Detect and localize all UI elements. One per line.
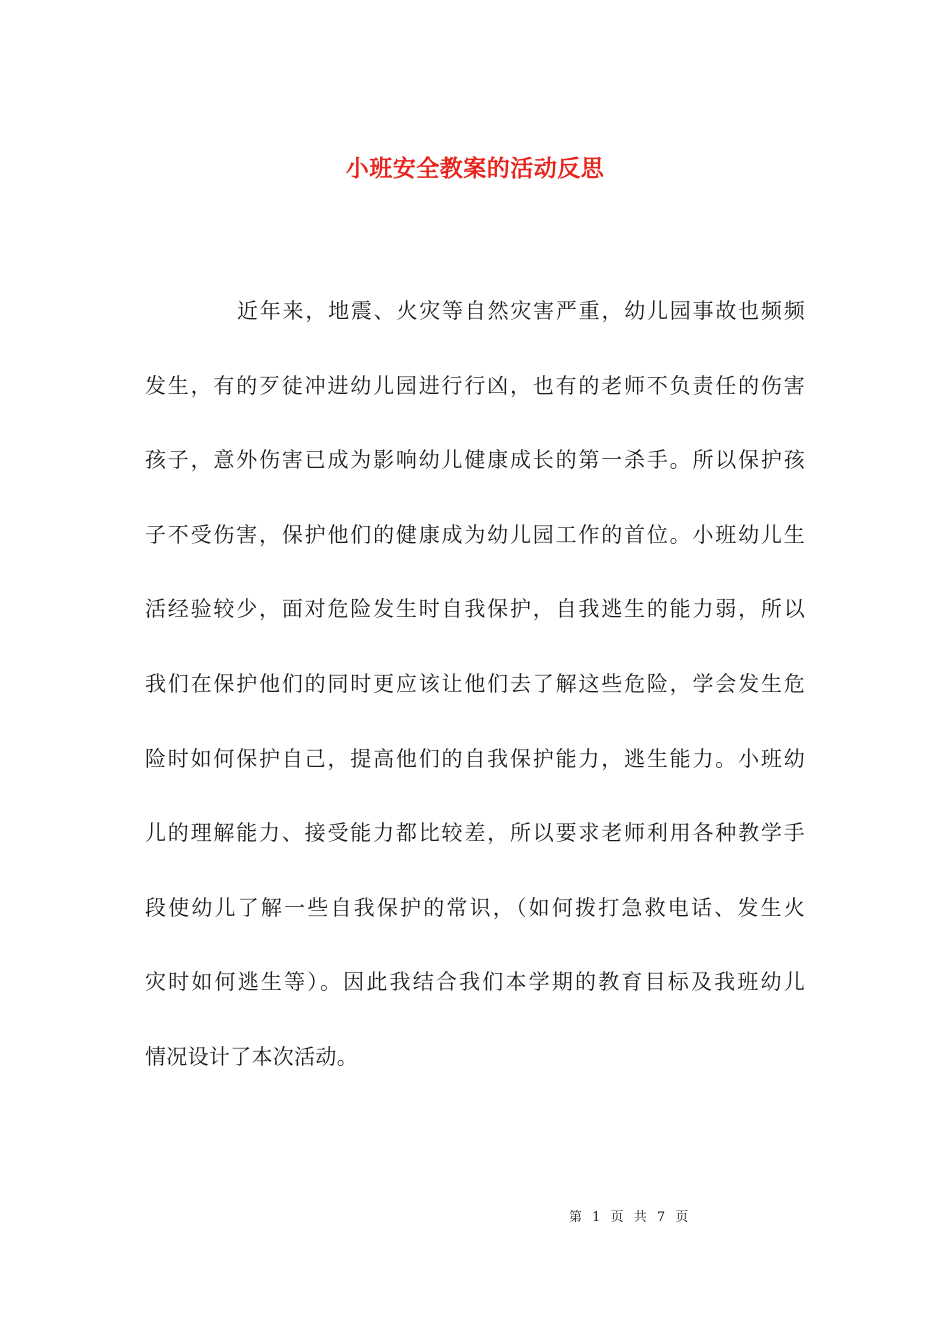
footer-total-pages: 7	[656, 1210, 666, 1225]
paragraph-line: 孩子，意外伤害已成为影响幼儿健康成长的第一杀手。所以保护孩	[145, 448, 805, 473]
page-title: 小班安全教案的活动反思	[345, 155, 605, 183]
body-paragraph	[145, 274, 805, 1095]
footer-current-page: 1	[592, 1210, 601, 1225]
paragraph-line: 儿的理解能力、接受能力都比较差，所以要求老师利用各种教学手	[145, 821, 805, 846]
paragraph-line: 我们在保护他们的同时更应该让他们去了解这些危险，学会发生危	[145, 671, 805, 696]
footer-prefix: 第	[569, 1210, 583, 1225]
page-number-footer	[566, 1208, 691, 1228]
paragraph-line: 情况设计了本次活动。	[145, 1044, 358, 1069]
paragraph-line: 近年来，地震、火灾等自然灾害严重，幼儿园事故也频频	[237, 299, 805, 323]
footer-total-prefix: 共	[633, 1210, 647, 1225]
paragraph-line: 活经验较少，面对危险发生时自我保护，自我逃生的能力弱，所以	[145, 597, 805, 622]
paragraph-line: 灾时如何逃生等）。因此我结合我们本学期的教育目标及我班幼儿	[145, 970, 805, 995]
paragraph-line: 段使幼儿了解一些自我保护的常识，（如何拨打急救电话、发生火	[145, 895, 805, 920]
paragraph-line: 险时如何保护自己，提高他们的自我保护能力，逃生能力。小班幼	[145, 746, 805, 771]
footer-total-unit: 页	[675, 1210, 689, 1225]
paragraph-line: 子不受伤害，保护他们的健康成为幼儿园工作的首位。小班幼儿生	[145, 522, 805, 547]
paragraph-line: 发生，有的歹徒冲进幼儿园进行行凶，也有的老师不负责任的伤害	[145, 373, 805, 398]
footer-page-unit: 页	[610, 1210, 624, 1225]
